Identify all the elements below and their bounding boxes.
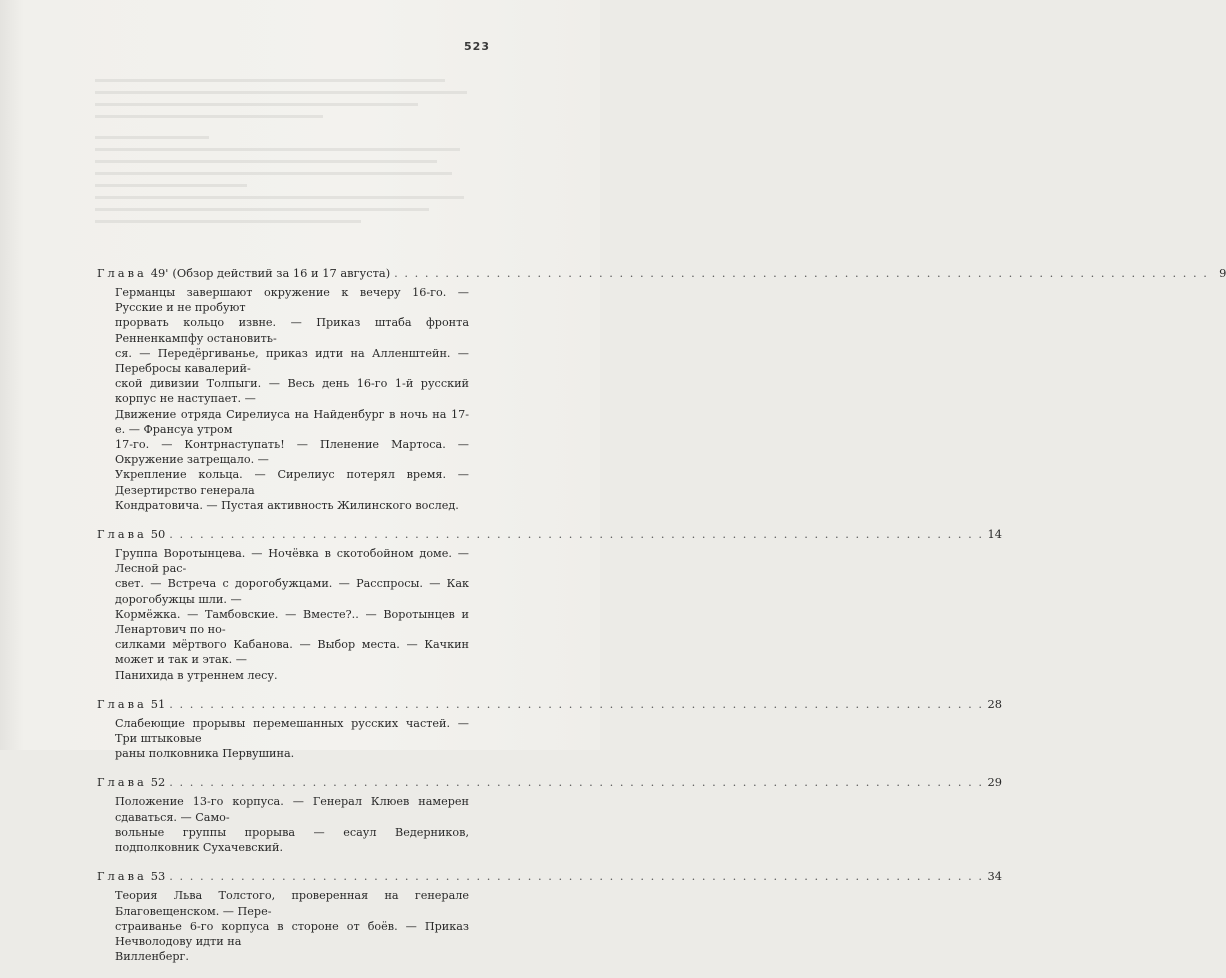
summary-line: Укрепление кольца. — Сирелиус потерял время. — Дезертирство генерала <box>115 468 469 497</box>
summary-line: Кондратовича. — Пустая активность Жилинского вослед. <box>115 498 459 512</box>
summary-line: раны полковника Первушина. <box>115 747 295 761</box>
chapter-label: Глава <box>97 266 147 280</box>
chapter-entry <box>97 527 1002 683</box>
dot-leader: . . . . . . . . . . . . . . . . . . . . . . . . . . . . . . . . . . . . . . . . . . . . . . . . . . . . . . . . . . . . . . . . . . . . . . . . . . . . . . . . <box>169 869 984 884</box>
summary-line: Теория Льва Толстого, проверенная на генерале Благовещенском. — Пере- <box>115 889 469 918</box>
chapter-summary <box>97 794 469 855</box>
summary-line: прорвать кольцо извне. — Приказ штаба фронта Ренненкампфу остановить- <box>115 316 469 345</box>
chapter-number: 52 <box>150 775 166 790</box>
chapter-title: (Обзор действий за 16 и 17 августа) <box>172 266 391 280</box>
dot-leader: . . . . . . . . . . . . . . . . . . . . . . . . . . . . . . . . . . . . . . . . . . . . . . . . . . . . . . . . . . . . . . . . . . . . . . . . . . . . . . . . <box>169 527 984 542</box>
summary-line: Германцы завершают окружение к вечеру 16-го. — Русские и не пробуют <box>115 286 469 315</box>
chapter-entry <box>97 266 1226 513</box>
dot-leader: . . . . . . . . . . . . . . . . . . . . . . . . . . . . . . . . . . . . . . . . . . . . . . . . . . . . . . . . . . . . . . . . . . . . . . . . . . . . . . . . <box>394 266 1209 280</box>
chapter-label: Глава <box>97 775 147 790</box>
chapter-summary <box>97 888 469 964</box>
summary-line: Панихида в утреннем лесу. <box>115 668 278 682</box>
summary-line: Движение отряда Сирелиуса на Найденбург в ночь на 17-е. — Франсуа утром <box>115 407 469 436</box>
summary-line: 17-го. — Контрнаступать! — Пленение Мартоса. — Окружение затрещало. — <box>115 438 469 467</box>
chapter-entry <box>97 869 1002 964</box>
summary-line: свет. — Встреча с дорогобужцами. — Расспросы. — Как дорогобужцы шли. — <box>115 577 469 606</box>
chapter-label: Глава <box>97 527 147 542</box>
chapter-summary <box>97 716 469 762</box>
dot-leader: . . . . . . . . . . . . . . . . . . . . . . . . . . . . . . . . . . . . . . . . . . . . . . . . . . . . . . . . . . . . . . . . . . . . . . . . . . . . . . . . <box>169 775 984 790</box>
chapter-page: 28 <box>987 696 1002 711</box>
chapter-number: 49' <box>150 266 169 280</box>
chapter-number: 50 <box>150 527 166 542</box>
chapter-summary <box>97 546 469 683</box>
summary-line: ся. — Передёргиванье, приказ идти на Алленштейн. — Перебросы кавалерий- <box>115 346 469 376</box>
summary-line: Слабеющие прорывы перемешанных русских частей. — Три штыковые <box>115 716 469 746</box>
chapter-page: 14 <box>987 527 1002 542</box>
summary-line: Кормёжка. — Тамбовские. — Вместе?.. — Воротынцев и Ленартович по но- <box>115 607 469 637</box>
bleed-through-text <box>95 70 475 232</box>
chapter-heading <box>97 775 1002 790</box>
summary-line: Вилленберг. <box>115 950 189 964</box>
summary-line: Группа Воротынцева. — Ночёвка в скотобойном доме. — Лесной рас- <box>115 547 469 576</box>
chapter-label: Глава <box>97 696 147 711</box>
chapter-heading <box>97 696 1002 712</box>
table-of-contents <box>97 266 1226 978</box>
chapter-entry <box>97 775 1002 855</box>
chapter-heading <box>97 869 1002 884</box>
summary-line: вольные группы прорыва — есаул Ведерников, подполковник Сухачевский. <box>115 825 469 855</box>
summary-line: ской дивизии Толпыги. — Весь день 16-го 1-й русский корпус не наступает. — <box>115 377 469 406</box>
summary-line: страиванье 6-го корпуса в стороне от боёв. — Приказ Нечволодову идти на <box>115 919 469 948</box>
chapter-page: 9 <box>1219 266 1226 280</box>
chapter-number: 53 <box>150 869 166 884</box>
page-number: 523 <box>464 40 490 53</box>
summary-line: силками мёртвого Кабанова. — Выбор места. — Качкин может и так и этак. — <box>115 638 469 667</box>
chapter-number: 51 <box>150 696 166 711</box>
chapter-label: Глава <box>97 869 147 884</box>
chapter-heading <box>97 266 1226 281</box>
chapter-heading <box>97 527 1002 542</box>
chapter-page: 34 <box>987 869 1002 884</box>
chapter-summary <box>97 285 469 513</box>
chapter-entry <box>97 696 1002 762</box>
chapter-page: 29 <box>987 775 1002 790</box>
summary-line: Положение 13-го корпуса. — Генерал Клюев намерен сдаваться. — Само- <box>115 795 469 824</box>
dot-leader: . . . . . . . . . . . . . . . . . . . . . . . . . . . . . . . . . . . . . . . . . . . . . . . . . . . . . . . . . . . . . . . . . . . . . . . . . . . . . . . . <box>169 696 984 711</box>
